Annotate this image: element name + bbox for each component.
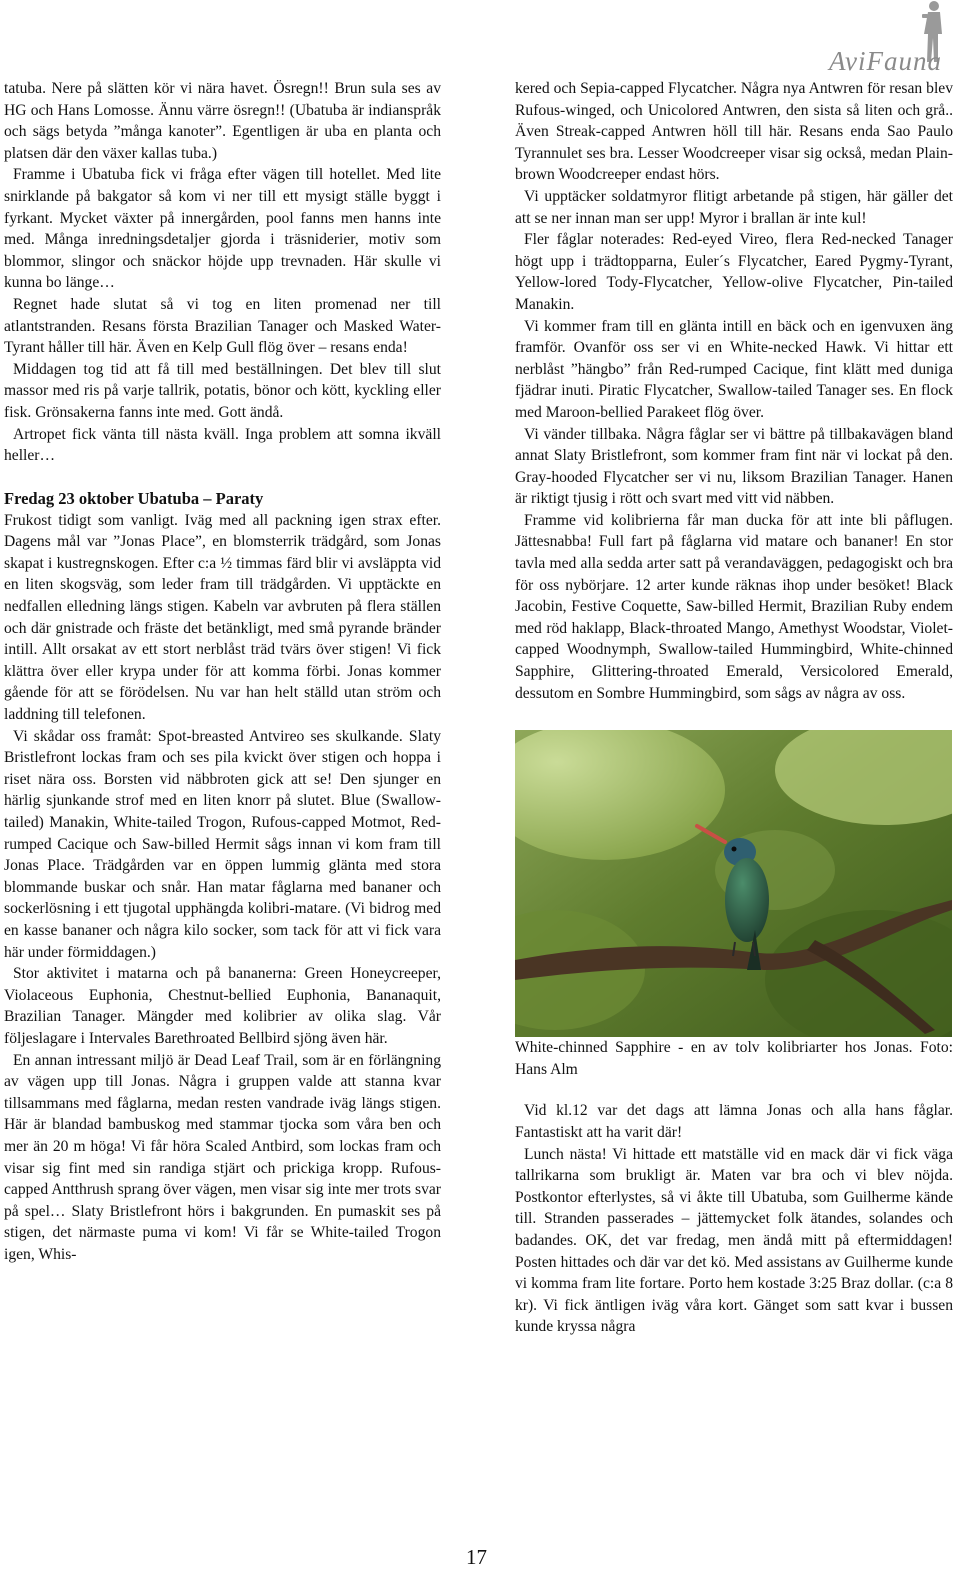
paragraph: Stor aktivitet i matarna och på bananerna: Green Honeycreeper, Violaceous Euphonia, Chestnut-bellied Euphonia, Bananaquit, Brazilian Tanager. Mängder med kolibrier av olika slag. Vår följeslagare i Intervales Barethroated Bellbird sjöng även här.	[4, 965, 441, 1047]
paragraph: Vi skådar oss framåt: Spot-breasted Antvireo ses skulkande. Slaty Bristlefront lockas fram och ses pila kvickt över stigen och hoppa i riset nära oss. Borsten vid näbbroten gick att se! Den sjunger en härlig sjunkande strof med en liten knorr på slutet. Blue (Swallow-tailed) Manakin, White-tailed Trogon, Rufous-capped Motmot, Red-rumped Cacique och Saw-billed Hermit sågs innan vi kom fram till Jonas Place. Trädgården var en öppen lummig glänta med stora blommande buskar och snår. Han matar fåglarna med bananer och sockerlösning i ett tjugotal upphängda kolibri-matare. (Vi bidrog med en kasse bananer och några kilo socker, som tack för att vi fick vara här under förmiddagen.)	[4, 727, 441, 961]
paragraph: Vid kl.12 var det dags att lämna Jonas och alla hans fåglar. Fantastiskt att ha varit där!	[515, 1102, 953, 1141]
section-heading: Fredag 23 oktober Ubatuba – Paraty	[4, 488, 264, 508]
paragraph: Framme i Ubatuba fick vi fråga efter vägen till hotellet. Med lite snirklande på bakgator så kom vi ner till ett mysigt ställe byggt i fyrkant. Mycket växter på innergården, pool fanns men hanns inte med. Många inredningsdetaljer gjorda i träsniderier, motiv som blommor, slingor och snäckor höjde upp trevnaden. Här skulle vi kunna bo länge…	[4, 166, 441, 292]
paragraph: En annan intressant miljö är Dead Leaf Trail, som är en förlängning av vägen upp till Jonas. Några i gruppen valde att stanna kvar tillsammans med fåglarna, medan resten vandrade iväg längs stigen. Här är blandad bambuskog med stammar tjocka som våra ben och mer än 20 m höga! Vi får höra Scaled Antbird, som lockas fram och visar sig fint med sin randiga stjärt och prickiga kropp. Rufous-capped Antthrush sprang över vägen, men visar sig inte mer trots svar på spel… Slaty Bristlefront hörs i bakgrunden. En pumaskit ses på stigen, det närmaste puma vi kom! Vi får se White-tailed Trogon igen, Whis-	[4, 1051, 441, 1263]
paragraph: Vi kommer fram till en glänta intill en bäck och en igenvuxen äng framför. Ovanför oss ser vi en White-necked Hawk. Vi hittar ett nerblåst ”hängbo” från Red-rumped Cacique, fint klätt med duniga fjädrar inuti. Piratic Flycatcher, Swallow-tailed Tanager ses. En flock med Maroon-bellied Parakeet flög över.	[515, 317, 953, 421]
photo-caption: White-chinned Sapphire - en av tolv kolibriarter hos Jonas. Foto: Hans Alm	[515, 1039, 953, 1078]
paragraph: Fler fåglar noterades: Red-eyed Vireo, flera Red-necked Tanager högt upp i trädtopparna, Euler´s Flycatcher, Eared Pygmy-Tyrant, Yellow-lored Tody-Flycatcher, Yellow-olive Flycatcher, Pin-tailed Manakin.	[515, 231, 953, 313]
left-column	[4, 78, 441, 1265]
paragraph: Lunch nästa! Vi hittade ett matställe vid en mack där vi fick väga tallrikarna som brukligt är. Maten var bra och vi blev nöjda. Postkontor efterlystes, så vi åkte till Ubatuba, som Guilherme kände till. Stranden passerades – jättemycket folk ätandes, solandes och badandes. OK, det var fredag, men ändå mitt på eftermiddagen! Posten hittades och där var det kö. Med assistans av Guilherme kunde vi komma fram lite fortare. Porto hem kostade 3:25 Braz dollar. (c:a 8 kr). Vi fick äntligen iväg våra kort. Gänget som satt kvar i bussen kunde kryssa några	[515, 1145, 953, 1336]
paragraph: Regnet hade slutat så vi tog en liten promenad ner till atlantstranden. Resans första Brazilian Tanager och Masked Water-Tyrant håller till här. Även en Kelp Gull flög över – resans enda!	[4, 295, 441, 357]
paragraph: Frukost tidigt som vanligt. Iväg med all packning igen strax efter. Dagens mål var ”Jonas Place”, en blomsterrik trädgård, som Jonas skapat i kustregnskogen. Efter c:a ½ timmas färd blir vi avsläppta vid en liten skogsväg, som leder fram till trädgården. Vi upptäckte en nedfallen elledning längs stigen. Kabeln var avbruten på flera ställen och där gnistrade och fräste det betänkligt, med små pyrande bränder intill. Allt orsakat av ett stort nerblåst träd tvärs över stigen! Vi fick klättra över eller krypa under för att komma förbi. Jonas kommer gående för att se förödelsen. Nu var han helt ställd utan ström och laddning till telefonen.	[4, 511, 441, 724]
paragraph: Vi vänder tillbaka. Några fåglar ser vi bättre på tillbakavägen bland annat Slaty Bristlefront, som kommer fram fint när vi lockat på den. Gray-hooded Flycatcher ser vi nu, liksom Brazilian Tanager. Hanen är riktigt tjusig i rött och svart med vitt vid näbben.	[515, 425, 953, 508]
paragraph: Artropet fick vänta till nästa kväll. Inga problem att somna ikväll heller…	[4, 425, 441, 465]
paragraph: Framme vid kolibrierna får man ducka för att inte bli påflugen. Jättesnabba! Full fart på fåglarna vid matare och bananer! En stor tavla med alla sedda arter satt på verandaväggen, pedagogiskt och bra för oss nybörjare. 12 arter kunde räknas ihop under besöket! Black Jacobin, Festive Coquette, Saw-billed Hermit, Brazilian Ruby endem med röd haklapp, Black-throated Mango, Amethyst Woodstar, Violet-capped Woodnymph, Swallow-tailed Hummingbird, White-chinned Sapphire, Glittering-throated Emerald, Versicolored Emerald, dessutom en Sombre Hummingbird, som sågs av några av oss.	[515, 511, 953, 702]
hummingbird-photo	[515, 730, 952, 1037]
paragraph: Vi upptäcker soldatmyror flitigt arbetande på stigen, här gäller det att se ner innan man ser upp! Myror i brallan är inte kul!	[515, 187, 953, 227]
right-column	[515, 78, 953, 1338]
paragraph: Middagen tog tid att få till med beställningen. Det blev till slut massor med ris på varje tallrik, potatis, bönor och kött, kyckling eller fisk. Grönsakerna fanns inte med. Gott ändå.	[4, 360, 441, 421]
paragraph: tatuba. Nere på slätten kör vi nära havet. Ösregn!! Brun sula ses av HG och Hans Lomosse. Ännu värre ösregn!! (Ubatuba är indianspråk och sägs betyda ”många kanoter”. Egentligen är uba en planta och platsen där den växer kallas tuba.)	[4, 80, 441, 162]
brand-name: AviFauna	[829, 46, 942, 76]
brand-logo	[770, 0, 960, 80]
page-number: 17	[466, 1545, 487, 1569]
paragraph: kered och Sepia-capped Flycatcher. Några nya Antwren för resan blev Rufous-winged, och Unicolored Antwren, den sista så liten och grå.. Även Streak-capped Antwren höll till här. Resans enda Sao Paulo Tyrannulet ses bra. Lesser Woodcreeper visar sig också, medan Plain-brown Woodcreeper endast hörs.	[515, 80, 953, 184]
